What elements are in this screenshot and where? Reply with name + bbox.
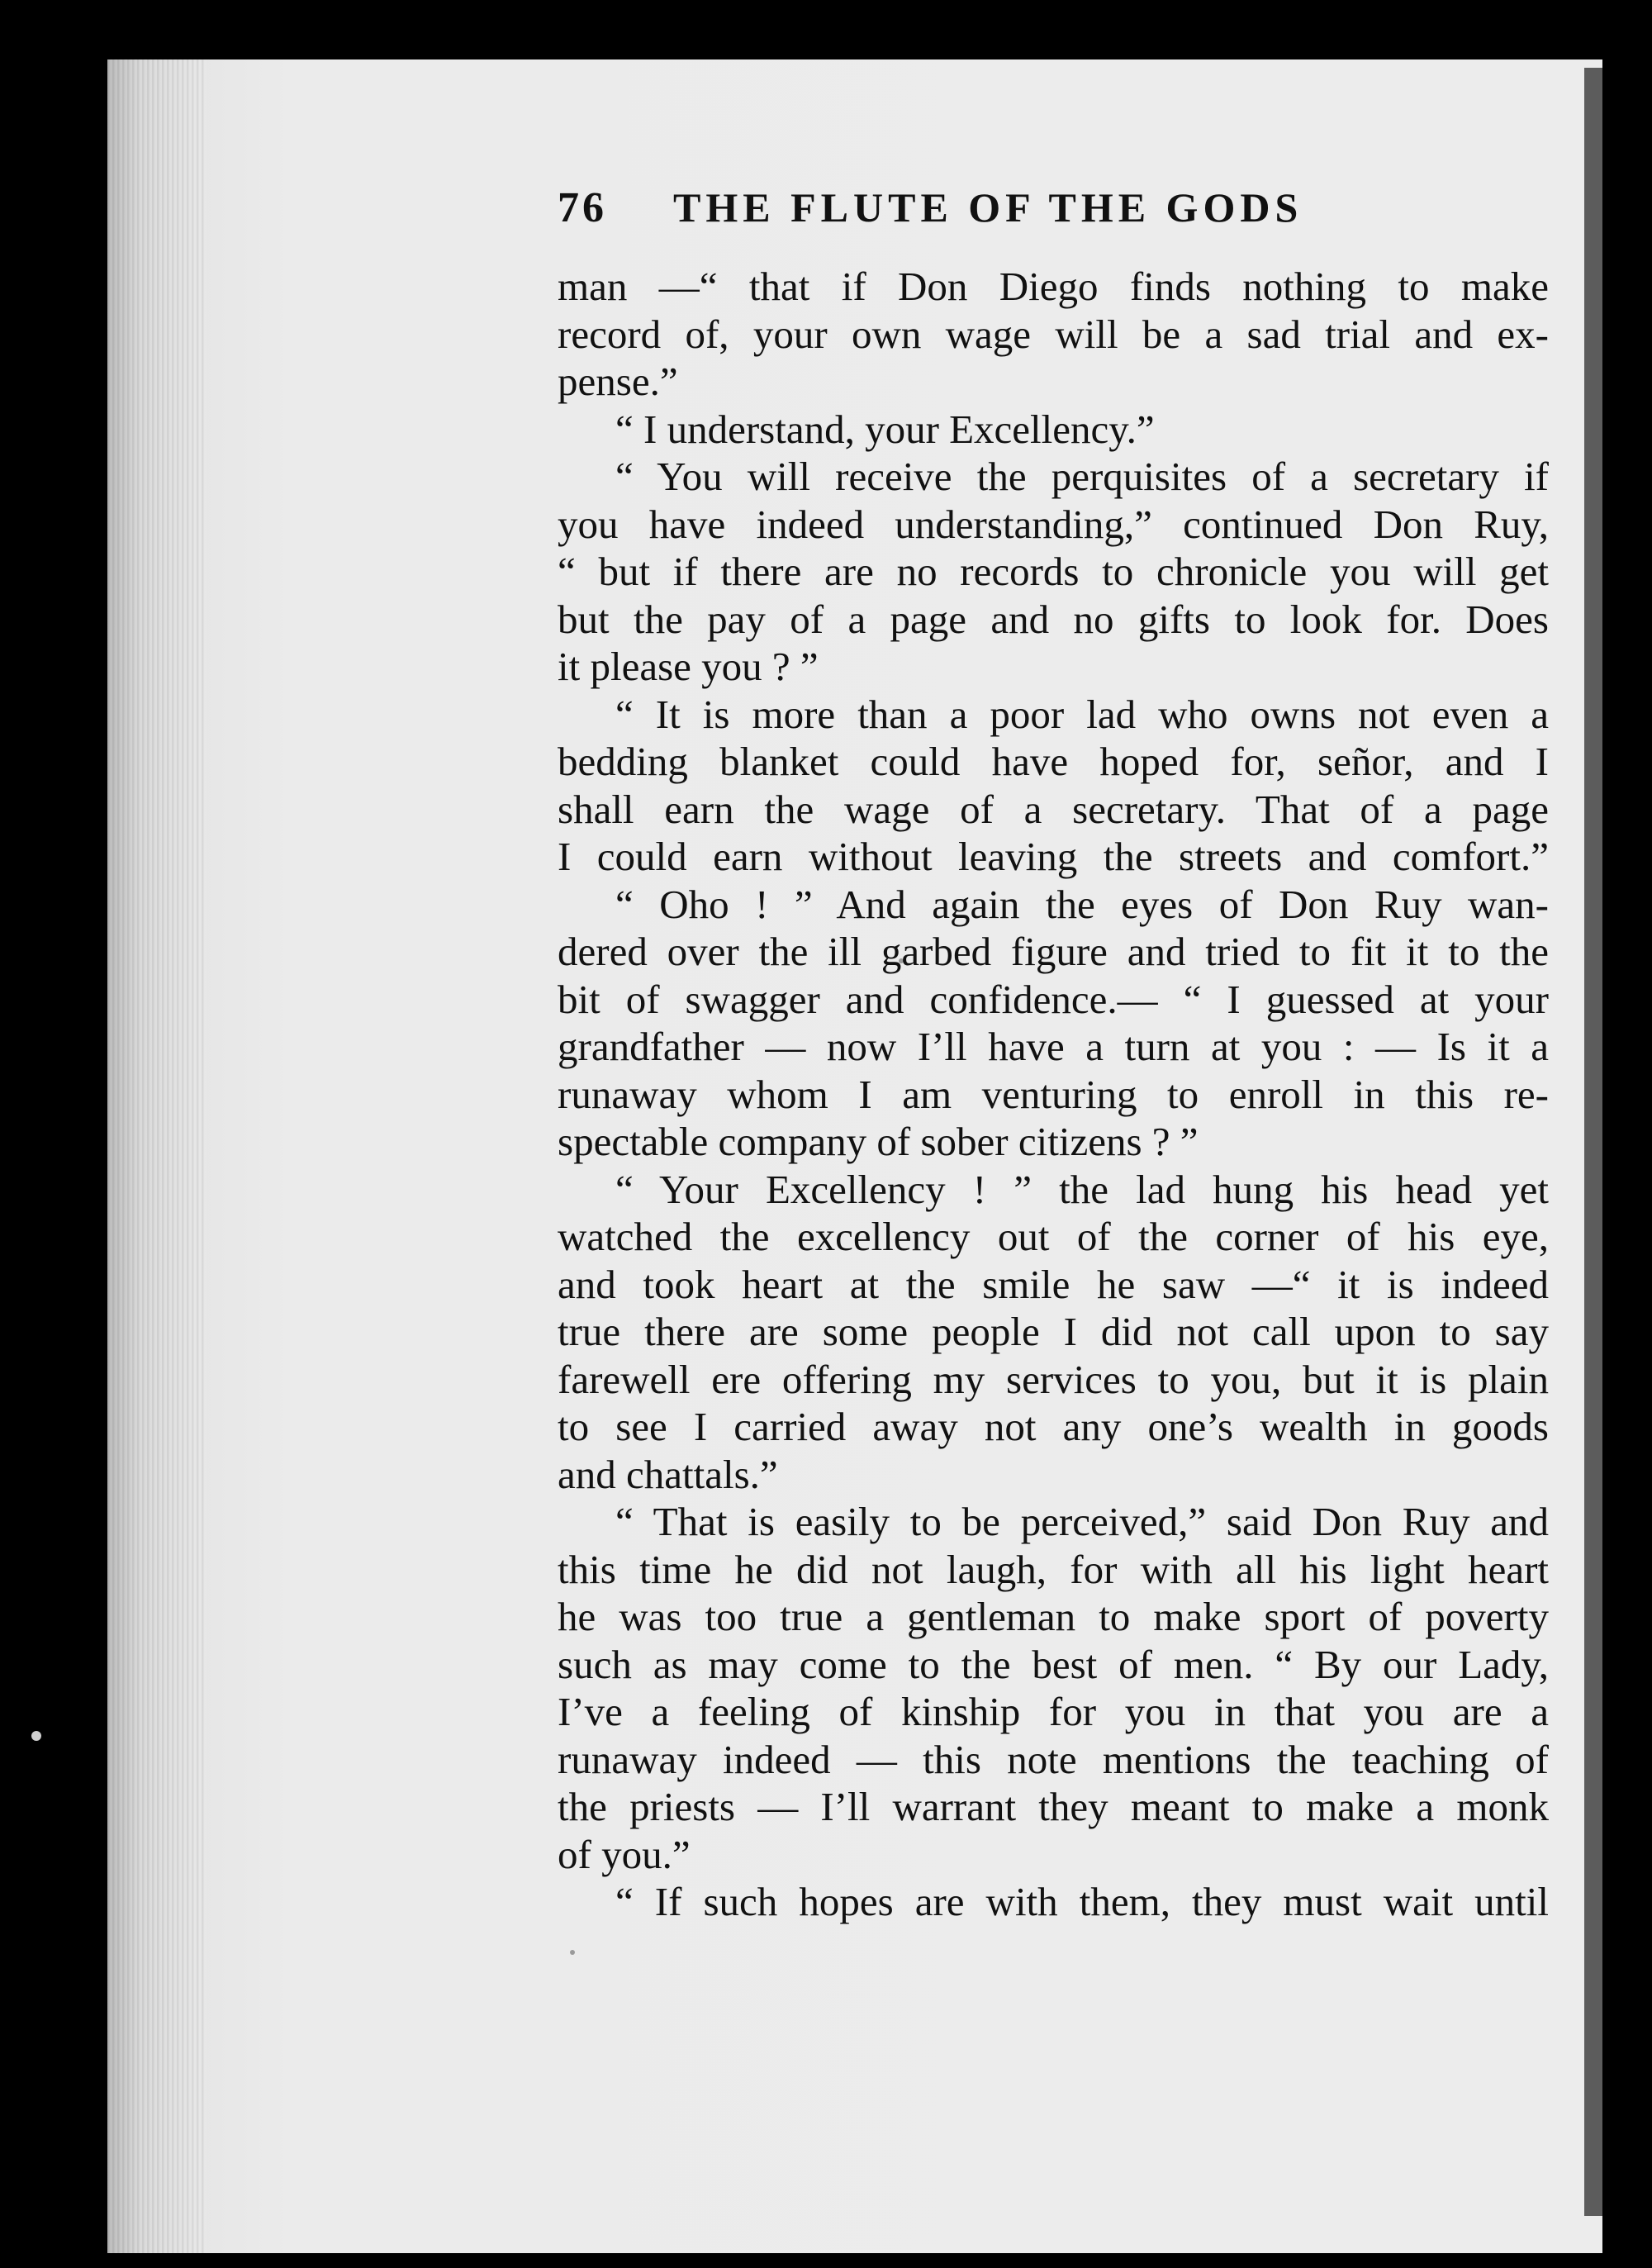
text-line: “ If such hopes are with them, they must wait until — [615, 1879, 1549, 1924]
page-gutter — [107, 59, 206, 2253]
text-line: “ Your Excellency ! ” the lad hung his head yet — [615, 1166, 1549, 1212]
text-line: runaway whom I am venturing to enroll in this re- — [558, 1071, 1549, 1117]
text-line: I’ve a feeling of kinship for you in that you are a — [558, 1689, 1549, 1734]
text-line: true there are some people I did not call upon to say — [558, 1309, 1549, 1354]
running-head — [558, 183, 1549, 241]
text-line: watched the excellency out of the corner of his eye, — [558, 1214, 1549, 1259]
text-line: it please you ? ” — [558, 644, 819, 689]
body-text — [558, 263, 1549, 1926]
text-line: this time he did not laugh, for with all his light heart — [558, 1546, 1549, 1592]
text-line: “ Oho ! ” And again the eyes of Don Ruy wan- — [615, 881, 1549, 927]
text-line: spectable company of sober citizens ? ” — [558, 1119, 1199, 1164]
dust-speck — [570, 1950, 575, 1955]
page-number: 76 — [558, 184, 607, 231]
text-line: but the pay of a page and no gifts to look for. Does — [558, 596, 1549, 642]
page-edge-shadow — [1584, 68, 1602, 2216]
text-line: “ but if there are no records to chronicle you will get — [558, 549, 1549, 594]
text-line: of you.” — [558, 1831, 691, 1877]
text-line: bedding blanket could have hoped for, señor, and I — [558, 739, 1549, 784]
text-line: grandfather — now I’ll have a turn at you : — Is it a — [558, 1024, 1549, 1069]
book-title: THE FLUTE OF THE GODS — [673, 184, 1303, 231]
text-line: and took heart at the smile he saw —“ it is indeed — [558, 1261, 1549, 1307]
text-line: you have indeed understanding,” continued Don Ruy, — [558, 501, 1549, 547]
text-line: “ That is easily to be perceived,” said Don Ruy and — [615, 1499, 1549, 1544]
text-line: man —“ that if Don Diego finds nothing to make — [558, 264, 1549, 309]
text-line: farewell ere offering my services to you, but it is plain — [558, 1356, 1549, 1402]
dust-speck — [31, 1731, 41, 1741]
text-line: “ I understand, your Excellency.” — [615, 406, 1155, 452]
text-line: shall earn the wage of a secretary. That of a page — [558, 786, 1549, 832]
text-line: runaway indeed — this note mentions the teaching of — [558, 1736, 1549, 1782]
text-line: record of, your own wage will be a sad trial and ex- — [558, 311, 1549, 357]
text-line: dered over the ill garbed figure and tried to fit it to the — [558, 929, 1549, 974]
text-line: and chattals.” — [558, 1451, 778, 1497]
text-line: to see I carried away not any one’s wealth in goods — [558, 1404, 1549, 1449]
text-line: “ It is more than a poor lad who owns not even a — [615, 691, 1549, 737]
text-line: the priests — I’ll warrant they meant to make a monk — [558, 1784, 1549, 1829]
text-block — [558, 183, 1549, 1926]
text-line: “ You will receive the perquisites of a secretary if — [615, 454, 1549, 499]
text-line: pense.” — [558, 359, 678, 404]
text-line: he was too true a gentleman to make sport of poverty — [558, 1594, 1549, 1639]
text-line: such as may come to the best of men. “ By our Lady, — [558, 1641, 1549, 1687]
text-line: I could earn without leaving the streets and comfort.” — [558, 834, 1549, 879]
text-line: bit of swagger and confidence.— “ I guessed at your — [558, 976, 1549, 1022]
